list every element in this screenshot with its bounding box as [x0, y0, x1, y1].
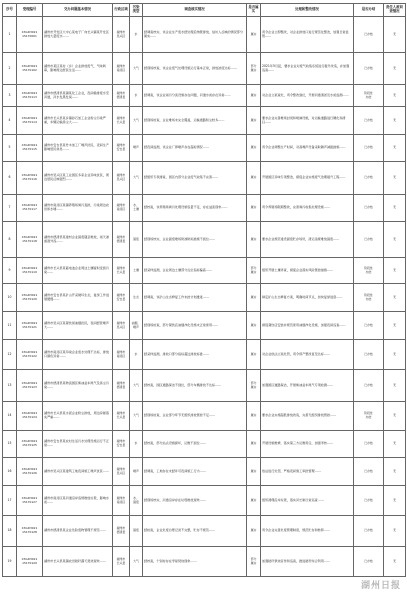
table-row — [3, 135, 406, 162]
cell-true: 属实 — [247, 135, 261, 162]
cell-done: 已办结 — [354, 195, 384, 222]
cell-region: 湖州市 德清县 — [113, 370, 130, 402]
cell-true: 部分 属实 — [247, 258, 261, 284]
cell-type: 噪声 — [130, 458, 143, 486]
cell-true: 属实 — [247, 516, 261, 547]
table-row — [3, 222, 406, 258]
cell-handle: 依法进行处罚，严格夜间施工审批管理…… — [261, 458, 354, 486]
header-region: 行政区域 — [113, 4, 130, 17]
cell-handle: 2021年5月起，要求企业对废气收集系统进行提升改造，并加强巡查…… — [261, 53, 354, 85]
cell-done: 阶段性 办结 — [354, 85, 384, 107]
cell-region: 湖州市 长兴县 — [113, 547, 130, 577]
cell-blame: 无 — [384, 135, 406, 162]
cell-desc: 湖州市长兴县某蓄电池企业周边土壤疑似受到污染…… — [43, 258, 113, 284]
cell-type: 水、 固废 — [130, 486, 143, 516]
cell-done: 已办结 — [354, 486, 384, 516]
cell-true: 属实 — [247, 107, 261, 135]
cell-no: 16 — [3, 458, 17, 486]
cell-check: 经调查核实，该企业生产废水经处理后纳管排放，信访人反映的情况部分属实…… — [143, 17, 247, 53]
cell-type: 固废 — [130, 516, 143, 547]
cell-check: 经采样监测，企业周边土壤部分点位指标偏高…… — [143, 258, 247, 284]
cell-check: 经现场核实，企业固废堆场防渗防雨措施不到位…… — [143, 222, 247, 258]
cell-no: 17 — [3, 486, 17, 516]
cell-true: 属实 — [247, 17, 261, 53]
cell-blame: 无 — [384, 458, 406, 486]
header-handle: 处理和整改情况 — [261, 4, 354, 17]
cell-desc: 湖州市安吉县某矿山开采破坏生态，复绿工作进展缓慢…… — [43, 284, 113, 312]
cell-region: 湖州市 安吉县 — [113, 284, 130, 312]
cell-region: 湖州市 长兴县 — [113, 258, 130, 284]
cell-desc: 湖州市安吉县某农村生活污水处理设施运行不正常…… — [43, 431, 113, 458]
cell-desc: 湖州市德清县某建材企业固废随意堆放，雨天渗滤液外流…… — [43, 222, 113, 258]
cell-blame: 无 — [384, 516, 406, 547]
cell-region: 湖州市 德清县 — [113, 222, 130, 258]
cell-desc: 湖州市德清县某物流园区柴油货车尾气及扬尘污染…… — [43, 370, 113, 402]
cell-true: 属实 — [247, 486, 261, 516]
table-row — [3, 53, 406, 85]
cell-desc: 湖州市开发区大中心某电子厂向长兴镇某开发区排放大量废水…… — [43, 17, 113, 53]
cell-region: 湖州市 安吉县 — [113, 135, 130, 162]
cell-region: 湖州市 南浔区 — [113, 486, 130, 516]
cell-blame: 无 — [384, 284, 406, 312]
cell-no: 14 — [3, 402, 17, 431]
cell-region: 湖州市 长兴县 — [113, 402, 130, 431]
cell-type: 大气 — [130, 107, 143, 135]
cell-type: 噪声 — [130, 135, 143, 162]
cell-id: X3GD3021 15170114 — [17, 107, 43, 135]
cell-true: 属实 — [247, 284, 261, 312]
cell-true: 部分 属实 — [247, 547, 261, 577]
cell-region: 湖州市 吴兴区 — [113, 312, 130, 340]
cell-no: 10 — [3, 284, 17, 312]
cell-region: 湖州市 吴兴区 — [113, 458, 130, 486]
supervision-table-sheet — [2, 3, 405, 595]
cell-blame: 无 — [384, 258, 406, 284]
cell-region: 湖州市 吴兴区 — [113, 162, 130, 195]
cell-id: X3GD3021 15170122 — [17, 340, 43, 370]
cell-no: 18 — [3, 516, 17, 547]
cell-check: 经核查，部分站点设施损坏，运维不到位…… — [143, 431, 247, 458]
cell-desc: 湖州市长兴县某水泥企业粉尘排放，周边房屋落灰严重…… — [43, 402, 113, 431]
cell-desc: 湖州市吴兴区某工业园区多家企业异味扰民，周边居民反映强烈…… — [43, 162, 113, 195]
cell-true: 属实 — [247, 458, 261, 486]
newspaper-watermark: 湖州日报 — [360, 581, 401, 591]
cell-id: X3GD3021 15170123 — [17, 370, 43, 402]
cell-true: 属实 — [247, 195, 261, 222]
cell-type: 固废 — [130, 222, 143, 258]
cell-true: 属实 — [247, 312, 261, 340]
cell-blame: 无 — [384, 370, 406, 402]
cell-done: 已办结 — [354, 135, 384, 162]
cell-desc: 湖州市南浔区某镇养殖场粪污直排，污染周边农田和水塘…… — [43, 195, 113, 222]
cell-desc: 湖州市南浔区某印染企业废水处理不达标，排放口颜色异常…… — [43, 340, 113, 370]
cell-done: 已办结 — [354, 431, 384, 458]
cell-handle: 责令企业调整生产时间，对高噪声设备采取隔声减振措施…… — [261, 135, 354, 162]
cell-handle: 对企业立案查处，责令整改到位，开展河道清淤及水质监测…… — [261, 85, 354, 107]
cell-done: 阶段性 办结 — [354, 258, 384, 284]
cell-check: 经核查，个别村存在零星焚烧现象…… — [143, 547, 247, 577]
cell-done: 已办结 — [354, 340, 384, 370]
cell-handle: 要求企业规范建设固废贮存场所，清运违规堆放固废…… — [261, 222, 354, 258]
cell-blame: 无 — [384, 162, 406, 195]
cell-blame: 无 — [384, 222, 406, 258]
header-type: 污染类型 — [130, 4, 143, 17]
cell-id: X3GD3021 15170128 — [17, 516, 43, 547]
cell-no: 11 — [3, 312, 17, 340]
cell-handle: 对企业依法立案处罚，责令停产整改直至达标…… — [261, 340, 354, 370]
cell-check: 经调查，工地存在未经许可夜间施工行为…… — [143, 458, 247, 486]
header-true: 是否属实 — [247, 4, 261, 17]
cell-id: X3GD3021 15170118 — [17, 222, 43, 258]
cell-check: 经夜间监测，该企业厂界噪声存在超标情况…… — [143, 135, 247, 162]
cell-no: 13 — [3, 370, 17, 402]
cell-id: X3GD3021 15170121 — [17, 312, 43, 340]
cell-done: 已办结 — [354, 370, 384, 402]
table-row — [3, 258, 406, 284]
cell-region: 湖州市 安吉县 — [113, 431, 130, 458]
cell-type: 水 — [130, 17, 143, 53]
cell-check: 经核查，该养殖场粪污处理设施容量不足，存在溢流现象…… — [143, 195, 247, 222]
cell-handle: 要求企业实施超低排放改造，完善无组织排放管控…… — [261, 402, 354, 431]
cell-id: X3GD3021 15170119 — [17, 258, 43, 284]
table-row — [3, 431, 406, 458]
table-row — [3, 107, 406, 135]
cell-id: X3GD3021 15170116 — [17, 162, 43, 195]
cell-id: X3GD3021 15170120 — [17, 284, 43, 312]
cell-handle: 责令企业立即整改，对企业排放口进行规范化整治，加强日常监管…… — [261, 17, 354, 53]
cell-type: 大气 — [130, 547, 143, 577]
cell-no: 1 — [3, 17, 17, 53]
cell-desc: 湖州市德清县某企业危险废物管理不规范…… — [43, 516, 113, 547]
cell-blame: 无 — [384, 340, 406, 370]
cell-check: 经检查，企业危废台账记录不完整，贮存不规范…… — [143, 516, 247, 547]
cell-true: 属实 — [247, 85, 261, 107]
cell-handle: 开展设施维修，落实第三方运维责任，加强考核…… — [261, 431, 354, 458]
cell-no: 15 — [3, 431, 17, 458]
cell-type: 水、 土壤 — [130, 195, 143, 222]
cell-no: 8 — [3, 222, 17, 258]
cell-id: X3GD3021 15170113 — [17, 85, 43, 107]
table-row — [3, 284, 406, 312]
cell-done: 已办结 — [354, 222, 384, 258]
cell-id: X3GD3021 15170124 — [17, 402, 43, 431]
cell-check: 经调查，该企业雨污分流设施存在问题，河道水质存在异常…… — [143, 85, 247, 107]
cell-true: 部分 属实 — [247, 53, 261, 85]
cell-id: X3GD3021 15170125 — [17, 431, 43, 458]
cell-done: 已办结 — [354, 162, 384, 195]
cell-no: 7 — [3, 195, 17, 222]
table-row — [3, 370, 406, 402]
cell-region: 湖州市 南浔区 — [113, 340, 130, 370]
cell-handle: 责令企业完善危废管理制度，规范贮存和转移…… — [261, 516, 354, 547]
header-blame: 责任人被问责情况 — [384, 4, 406, 17]
cell-region: 湖州市 德清县 — [113, 516, 130, 547]
cell-region: 湖州市 长兴县 — [113, 107, 130, 135]
cell-done: 已办结 — [354, 458, 384, 486]
table-row — [3, 486, 406, 516]
cell-blame: 无 — [384, 85, 406, 107]
table-row — [3, 85, 406, 107]
table-row — [3, 312, 406, 340]
cell-no: 19 — [3, 547, 17, 577]
header-done: 是否办结 — [354, 4, 384, 17]
cell-id: X3GD3021 15170117 — [17, 195, 43, 222]
cell-desc: 湖州市南浔区某河道沿岸违规堆放垃圾，影响水质…… — [43, 486, 113, 516]
cell-no: 4 — [3, 107, 17, 135]
cell-no: 2 — [3, 53, 17, 85]
cell-done: 阶段性 办结 — [354, 402, 384, 431]
cell-type: 大气 — [130, 370, 143, 402]
cell-region: 湖州市 德清县 — [113, 85, 130, 107]
cell-true: 属实 — [247, 340, 261, 370]
cell-handle: 组织开展土壤详查，督促企业落实风险管控措施…… — [261, 258, 354, 284]
cell-done: 已办结 — [354, 107, 384, 135]
cell-blame: 无 — [384, 17, 406, 53]
cell-check: 经组织专项排查，园区内部分企业废气收集不完善…… — [143, 162, 247, 195]
cell-check: 经现场核查，该企业废气处理设施运行基本正常，排放浓度达标…… — [143, 53, 247, 85]
cell-id: X3GD3021 15170126 — [17, 458, 43, 486]
cell-type: 水 — [130, 340, 143, 370]
cell-blame: 无 — [384, 195, 406, 222]
cell-true: 属实 — [247, 402, 261, 431]
cell-true: 属实 — [247, 431, 261, 458]
cell-handle: 开展园区异味专项整治，督促企业实施废气治理提升工程…… — [261, 162, 354, 195]
cell-handle: 加强秸秆禁烧宣传和巡查，推进秸秆综合利用…… — [261, 547, 354, 577]
table-row — [3, 195, 406, 222]
cell-type: 土壤 — [130, 258, 143, 284]
cell-handle: 督促餐饮店安装并规范使用油烟净化设施，加强夜间巡查…… — [261, 312, 354, 340]
cell-no: 12 — [3, 340, 17, 370]
cell-region: 湖州市 吴兴区 — [113, 17, 130, 53]
header-id: 受理编号 — [17, 4, 43, 17]
cell-handle: 组织清理沿岸垃圾，落实河长制日常巡查…… — [261, 486, 354, 516]
cell-done: 已办结 — [354, 516, 384, 547]
cell-done: 已办结 — [354, 312, 384, 340]
cell-check: 经现场检查，企业堆场未完全覆盖，运输道路积尘较多…… — [143, 107, 247, 135]
cell-type: 水 — [130, 431, 143, 458]
cell-id: X3GD3021 15170127 — [17, 486, 43, 516]
cell-blame: 无 — [384, 547, 406, 577]
cell-blame: 无 — [384, 431, 406, 458]
table-body — [3, 17, 406, 577]
header-check: 调查核实情况 — [143, 4, 247, 17]
cell-no: 5 — [3, 135, 17, 162]
cell-type: 大气 — [130, 402, 143, 431]
cell-handle: 要求企业完善堆场封闭和喷淋设施，对运输道路进行硬化和清扫…… — [261, 107, 354, 135]
cell-no: 3 — [3, 85, 17, 107]
cell-true: 部分 属实 — [247, 370, 261, 402]
cell-id: X3GD3021 15170001 — [17, 17, 43, 53]
cell-type: 油烟、 噪声 — [130, 312, 143, 340]
table-row — [3, 516, 406, 547]
table-header-row — [3, 4, 406, 17]
cell-blame: 无 — [384, 402, 406, 431]
table-row — [3, 547, 406, 577]
cell-blame: 无 — [384, 486, 406, 516]
table-row — [3, 340, 406, 370]
table-row — [3, 458, 406, 486]
cell-no: 9 — [3, 258, 17, 284]
cell-id: X3GD3021 15170115 — [17, 135, 43, 162]
cell-desc: 湖州市某区某村（乡）企业排放废气，气味刺鼻，影响周边居民生活…… — [43, 53, 113, 85]
cell-done: 已办结 — [354, 17, 384, 53]
cell-region: 湖州市 南浔区 — [113, 195, 130, 222]
cell-desc: 湖州市安吉县某竹木加工厂噪声扰民，夜间生产影响居民休息…… — [43, 135, 113, 162]
case-table — [2, 3, 406, 577]
cell-type: 大气 — [130, 162, 143, 195]
cell-type: 生态 — [130, 284, 143, 312]
cell-desc: 湖州市吴兴区某餐饮街油烟扰民，夜间经营噪声大…… — [43, 312, 113, 340]
cell-region: 湖州市 南浔区 — [113, 53, 130, 85]
cell-done: 阶段性 办结 — [354, 284, 384, 312]
cell-desc: 湖州市吴兴区某建筑工地夜间施工噪声扰民…… — [43, 458, 113, 486]
cell-type: 水 — [130, 85, 143, 107]
header-no: 序号 — [3, 4, 17, 17]
cell-desc: 湖州市长兴县某镇农田秸秆露天焚烧现象…… — [43, 547, 113, 577]
cell-id: X3GD3021 15170102 — [17, 53, 43, 85]
cell-blame: 无 — [384, 312, 406, 340]
cell-blame: 无 — [384, 53, 406, 85]
cell-check: 经采样监测，排放口部分指标超过排放标准…… — [143, 340, 247, 370]
cell-no: 6 — [3, 162, 17, 195]
cell-handle: 加强园区道路保洁，开展柴油货车尾气专项检测…… — [261, 370, 354, 402]
cell-desc: 湖州市长兴县某乡镇砂石加工企业粉尘污染严重，车辆运输扬尘大…… — [43, 107, 113, 135]
cell-handle: 制定矿山生态修复方案，明确时间节点，加快复绿进度…… — [261, 284, 354, 312]
cell-id: X3GD3021 15170129 — [17, 547, 43, 577]
cell-desc: 湖州市德清县某镇某化工企业，夜间偷排废水至河道，河水发黑发臭…… — [43, 85, 113, 107]
cell-handle: 责令养殖场限期整改，完善粪污收集处理设施…… — [261, 195, 354, 222]
cell-done: 已办结 — [354, 53, 384, 85]
cell-done: 已办结 — [354, 547, 384, 577]
table-row — [3, 162, 406, 195]
cell-check: 经现场检查，部分餐饮店油烟净化设施未正常使用…… — [143, 312, 247, 340]
cell-check: 经调查，该矿山生态修复工作未按计划推进…… — [143, 284, 247, 312]
cell-true: 属实 — [247, 222, 261, 258]
cell-type: 大气 — [130, 53, 143, 85]
table-row — [3, 17, 406, 53]
cell-check: 经现场核实，河道沿岸存在垃圾堆放现象…… — [143, 486, 247, 516]
cell-check: 经现场检查，企业部分环节无组织排放管控不足…… — [143, 402, 247, 431]
table-row — [3, 402, 406, 431]
cell-blame: 无 — [384, 107, 406, 135]
cell-check: 经核查，园区道路保洁不到位，部分车辆排放不达标…… — [143, 370, 247, 402]
cell-true: 属实 — [247, 162, 261, 195]
header-desc: 交办问题基本情况 — [43, 4, 113, 17]
